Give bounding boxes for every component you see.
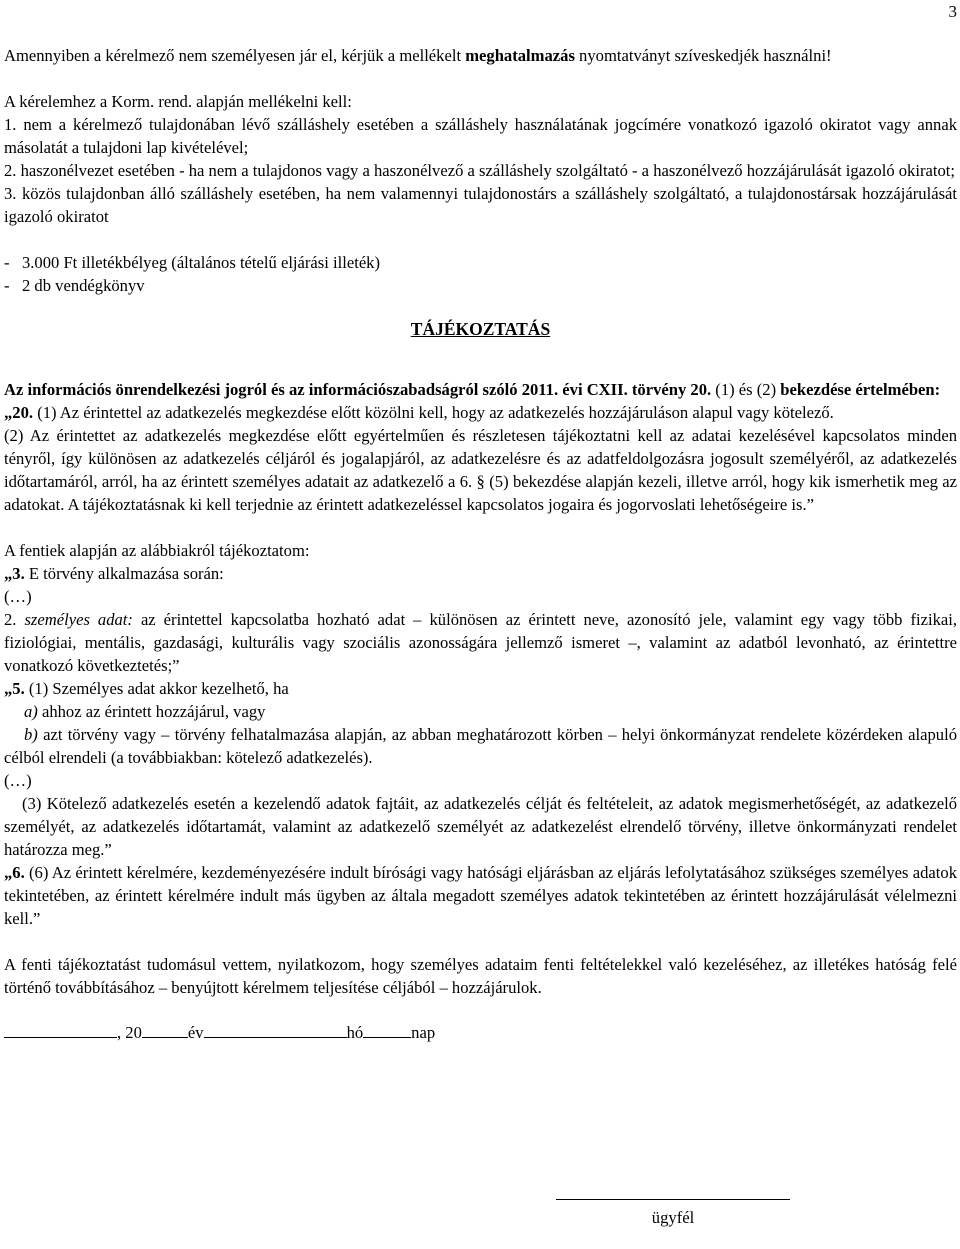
month-label: hó — [346, 1023, 364, 1042]
section20-paragraph1 — [4, 401, 957, 424]
section3-heading — [4, 562, 957, 585]
day-label: nap — [411, 1023, 436, 1042]
section5-paragraph3: (3) Kötelező adatkezelés esetén a kezelendő adatok fajtáit, az adatkezelés célját és feltételeit, az adatok megismerhetőségét, az adatkezelő személyét, az adatkezelés időtartamát, valamint az adatkezelő személyét az adatkezelést elrendelő törvény, illetve önkormányzati rendelet határozza meg.” — [4, 794, 957, 859]
declaration: A fenti tájékoztatást tudomásul vettem, nyilatkozom, hogy személyes adataim fenti feltételekkel való kezeléséhez, az illetékes hatóság felé történő továbbításához – benyújtott kérelmem teljesítése céljából – hozzájárulok. — [4, 955, 957, 997]
section3-text: E törvény alkalmazása során: — [24, 564, 224, 583]
law-heading-bold: Az információs önrendelkezési jogról és az információszabadságról szóló 2011. évi CXII. törvény 20. — [4, 380, 712, 399]
intro-paragraph — [4, 44, 957, 67]
section5-text: (1) Személyes adat akkor kezelhető, ha — [24, 679, 289, 698]
definition-text: az érintettel kapcsolatba hozható adat – különösen az érintett neve, azonosító jele, valamint egy vagy több fizikai, fiziológiai, mentális, gazdasági, kulturális vagy szociális azonosságára jellemző ismeret –, valamint az adatból levonható, az érintettre vonatkozó következtetés;” — [4, 610, 958, 675]
section6-paragraph — [4, 861, 957, 930]
law-heading-normal: (1) és (2) — [711, 380, 781, 399]
definition-number: 2. — [4, 610, 25, 629]
section6-number: „6. — [4, 863, 25, 882]
point-b-text: azt törvény vagy – törvény felhatalmazása alapján, az abban meghatározott körben – helyi önkormányzat rendelete közérdeken alapuló célból elrendeli (a továbbiakban: kötelező adatkezelés). — [4, 725, 957, 767]
attachment-item: 1. nem a kérelmező tulajdonában lévő szálláshely esetében a szálláshely használatának jogcímére vonatkozó igazoló okiratot vagy annak másolatát a tulajdoni lap kivételével; — [4, 115, 957, 157]
ellipsis: (…) — [4, 771, 32, 790]
document-page — [4, 0, 957, 1044]
attachment-item: 2. haszonélvezet esetében - ha nem a tulajdonos vagy a haszonélvező a szálláshely szolgáltató - a haszonélvező hozzájárulását igazoló okiratot; — [4, 161, 955, 180]
info-title: TÁJÉKOZTATÁS — [410, 319, 551, 339]
year-label: év — [187, 1023, 204, 1042]
signature-line[interactable] — [556, 1199, 790, 1200]
fee-item: - 2 db vendégkönyv — [4, 276, 145, 295]
signature-block — [556, 1199, 790, 1229]
section5-number: „5. — [4, 679, 25, 698]
law-heading — [4, 378, 957, 401]
section20-paragraph2: (2) Az érintettet az adatkezelés megkezdése előtt egyértelműen és részletesen tájékoztatni kell az adatai kezelésével kapcsolatos minden tényről, így különösen az adatkezelés céljáról és jogalapjáról, az adatkezelésre és az adatfeldolgozásra jogosult személyéről, az adatkezelés időtartamáról, arról, ha az érintett személyes adatait az adatkezelő a 6. § (5) bekezdése alapján kezeli, illetve arról, hogy kik ismerhetik meg az adatokat. A tájékoztatásnak ki kell terjednie az érintett adatkezeléssel kapcsolatos jogaira és jogorvoslati lehetőségeire is.” — [4, 426, 957, 514]
section20-number: „20. — [4, 403, 34, 422]
intro-bold-term: meghatalmazás — [465, 46, 575, 65]
signature-label: ügyfél — [651, 1208, 695, 1227]
point-b-label: b) — [24, 725, 38, 744]
year-prefix: , 20 — [117, 1023, 142, 1042]
section5-heading — [4, 677, 957, 700]
intro-text-end: nyomtatványt szíveskedjék használni! — [574, 46, 832, 65]
point-a-label: a) — [24, 702, 38, 721]
section5-point-a — [4, 700, 957, 723]
law-heading-bold-end: bekezdése értelmében: — [780, 380, 941, 399]
point-a-text: ahhoz az érintett hozzájárul, vagy — [37, 702, 266, 721]
section3-number: „3. — [4, 564, 25, 583]
month-blank[interactable] — [204, 1021, 347, 1038]
basis-line: A fentiek alapján az alábbiakról tájékoztatom: — [4, 541, 310, 560]
attachments-heading: A kérelemhez a Korm. rend. alapján mellékelni kell: — [4, 92, 352, 111]
day-blank[interactable] — [363, 1021, 411, 1038]
attachment-item: 3. közös tulajdonban álló szálláshely esetében, ha nem valamennyi tulajdonostárs a szálláshely szolgáltató, a tulajdonostársak hozzájárulását igazoló okiratot — [4, 184, 957, 226]
definition-personal-data — [4, 608, 957, 677]
place-blank[interactable] — [4, 1021, 117, 1038]
definition-term: személyes adat: — [24, 610, 133, 629]
section20-text1: (1) Az érintettel az adatkezelés megkezdése előtt közölni kell, hogy az adatkezelés hozzájáruláson alapul vagy kötelező. — [33, 403, 834, 422]
section6-text: (6) Az érintett kérelmére, kezdeményezésére indult bírósági vagy hatósági eljárásban az eljárás lefolytatásához szükséges személyes adatok tekintetében, az érintett kérelmére indult más ügyben az általa megadott személyes adatok tekintetében az érintett hozzájárulását vélelmezni kell.” — [4, 863, 957, 928]
year-blank[interactable] — [142, 1021, 188, 1038]
date-line — [4, 1021, 957, 1044]
section5-point-b — [4, 723, 957, 769]
ellipsis: (…) — [4, 587, 32, 606]
intro-text: Amennyiben a kérelmező nem személyesen jár el, kérjük a mellékelt — [4, 46, 466, 65]
fee-item: - 3.000 Ft illetékbélyeg (általános tételű eljárási illeték) — [4, 253, 381, 272]
page-number: 3 — [948, 2, 957, 21]
